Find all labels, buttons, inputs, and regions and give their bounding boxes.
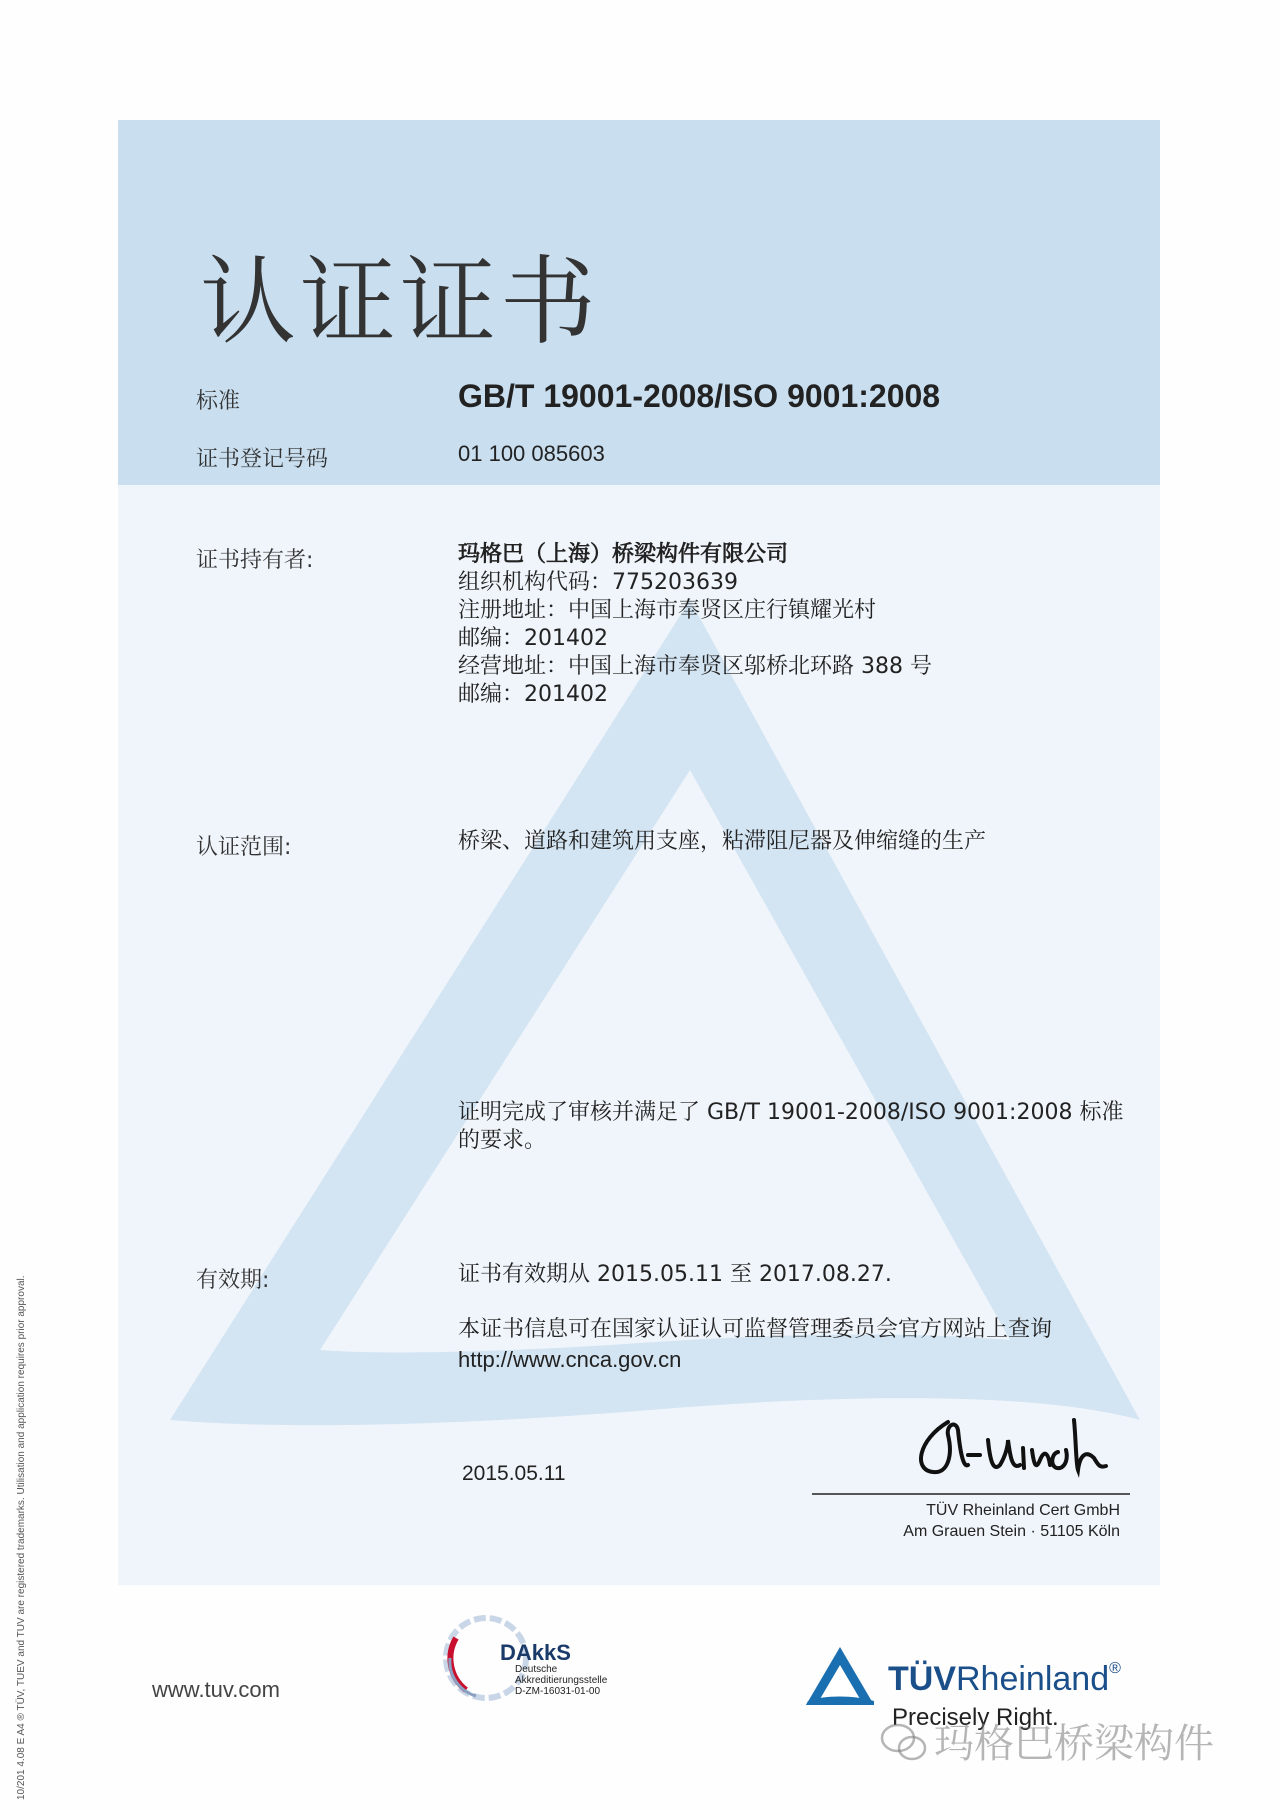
tuv-rheinland-wordmark	[888, 1660, 1121, 1699]
validity-info: 本证书信息可在国家认证认可监督管理委员会官方网站上查询	[458, 1317, 1053, 1342]
tuv-bold-text: TÜV	[888, 1660, 956, 1698]
validity-label: 有效期:	[196, 1268, 270, 1293]
tuv-registered-mark: ®	[1109, 1660, 1121, 1677]
registration-number: 01 100 085603	[458, 441, 605, 466]
tuv-slogan: Precisely Right.	[892, 1704, 1059, 1731]
holder-reg-address: 注册地址：中国上海市奉贤区庄行镇耀光村	[458, 598, 877, 623]
statement-block	[458, 1099, 1123, 1155]
issue-date: 2015.05.11	[462, 1462, 566, 1485]
signature-line	[812, 1493, 1130, 1495]
dakks-line-3: D-ZM-16031-01-00	[515, 1686, 601, 1697]
cnca-link[interactable]: http://www.cnca.gov.cn	[458, 1347, 682, 1372]
dakks-line-2: Akkreditierungsstelle	[515, 1675, 608, 1686]
tuv-triangle-icon	[804, 1645, 876, 1707]
scope-value: 桥梁、道路和建筑用支座，粘滞阻尼器及伸缩缝的生产	[458, 829, 987, 854]
validity-value: 证书有效期从 2015.05.11 至 2017.08.27.	[458, 1262, 892, 1287]
tuv-rest-text: Rheinland	[956, 1660, 1110, 1698]
standard-value: GB/T 19001-2008/ISO 9001:2008	[458, 378, 941, 414]
signature	[908, 1410, 1108, 1490]
wechat-watermark-text: 玛格巴桥梁构件	[934, 1721, 1214, 1767]
standard-label: 标准	[196, 389, 241, 414]
holder-op-postcode: 邮编：201402	[458, 682, 608, 707]
holder-reg-postcode: 邮编：201402	[458, 626, 608, 651]
holder-block	[458, 541, 932, 709]
holder-op-address: 经营地址：中国上海市奉贤区邬桥北环路 388 号	[458, 654, 932, 679]
statement-line-2: 的要求。	[458, 1128, 547, 1153]
dakks-subtitle	[515, 1664, 607, 1697]
holder-label: 证书持有者:	[196, 548, 314, 573]
wechat-icon	[880, 1722, 928, 1762]
holder-company: 玛格巴（上海）桥梁构件有限公司	[458, 542, 789, 567]
website-link[interactable]: www.tuv.com	[152, 1677, 280, 1702]
issuer-block	[870, 1500, 1120, 1542]
statement-line-1: 证明完成了审核并满足了 GB/T 19001-2008/ISO 9001:2008 标准	[458, 1100, 1124, 1125]
holder-org-code: 组织机构代码：775203639	[458, 570, 738, 595]
dakks-line-1: Deutsche	[515, 1664, 558, 1675]
issuer-name: TÜV Rheinland Cert GmbH	[926, 1502, 1120, 1519]
dakks-name: DAkkS	[500, 1640, 571, 1665]
scope-label: 认证范围:	[196, 835, 292, 860]
trademark-side-text: 10/201 4.08 E A4 ® TÜV, TUEV and TUV are registered trademarks. Utilisation and application requires prior approval.	[16, 1275, 27, 1800]
registration-label: 证书登记号码	[196, 447, 329, 472]
certificate-title: 认证证书	[200, 246, 600, 358]
issuer-address: Am Grauen Stein · 51105 Köln	[903, 1523, 1120, 1540]
